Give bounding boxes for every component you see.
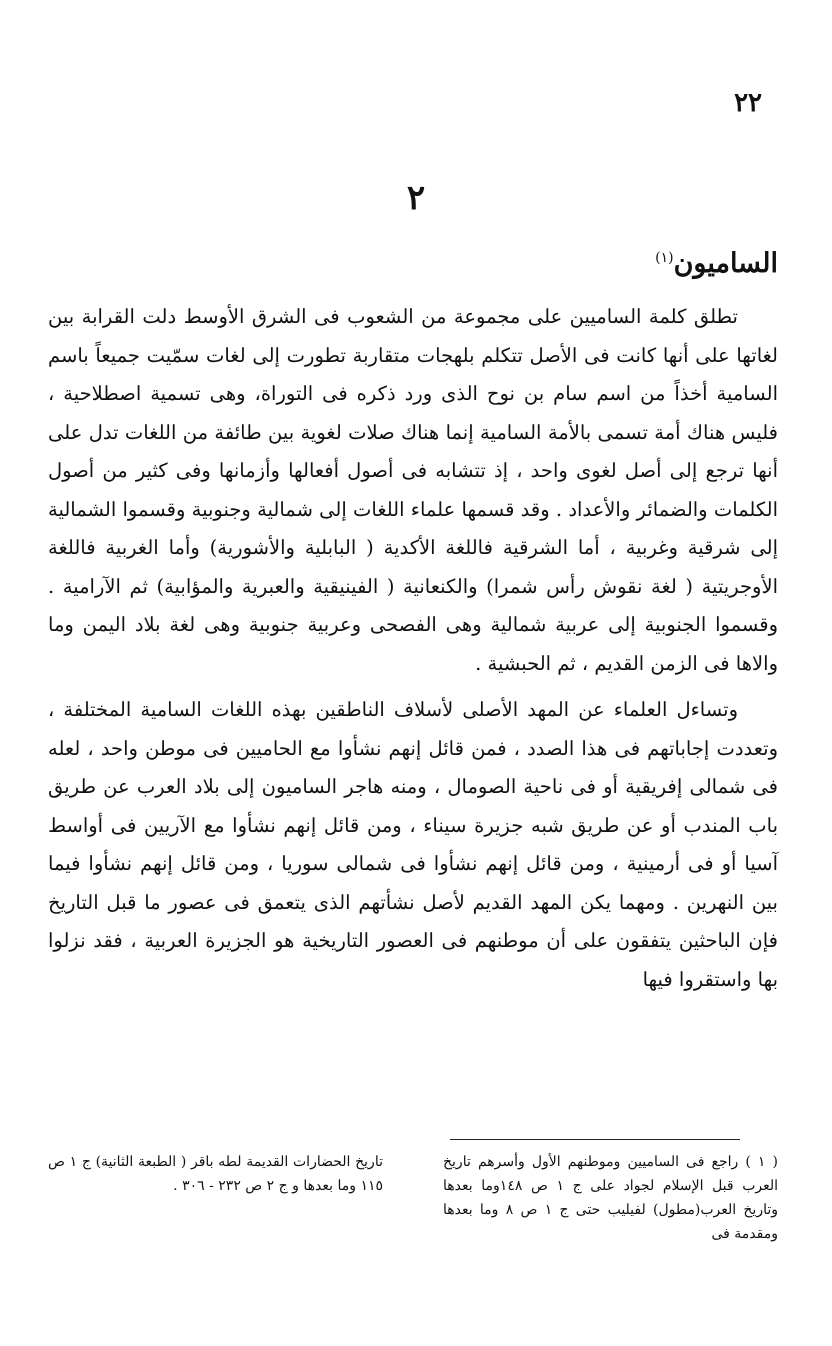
footnote-divider: [450, 1139, 740, 1140]
section-title: الساميون: [673, 248, 778, 279]
page-number: ٢٢: [734, 88, 762, 118]
footnotes: [48, 1150, 778, 1246]
footnote-right-column: [443, 1150, 778, 1246]
chapter-number: ٢: [406, 178, 426, 218]
footnote-text-left: تاريخ الحضارات القديمة لطه باقر ( الطبعة الثانية) ج ١ ص ١١٥ وما بعدها و ج ٢ ص ٢٣٢ - ٣٠٦ .: [48, 1154, 383, 1194]
footnote-text-right: ( ١ ) راجع فى الساميين وموطنهم الأول وأسرهم تاريخ العرب قبل الإسلام لجواد على ج ١ ص ١٤٨وما بعدها وتاريخ العرب(مطول) لفيليب حتى ج ١ ص ٨ وما بعدها ومقدمة فى: [443, 1154, 779, 1242]
section-heading: [655, 248, 778, 279]
body-text: [48, 298, 778, 999]
paragraph-1: تطلق كلمة الساميين على مجموعة من الشعوب فى الشرق الأوسط دلت القرابة بين لغاتها على أنها كانت فى الأصل تتكلم بلهجات متقاربة تطورت إلى لغات سمّيت جميعاً باسم السامية أخذاً من اسم سام بن نوح الذى ورد ذكره فى التوراة، وهى تسمية اصطلاحية ، فليس هناك أمة تسمى بالأمة السامية إنما هناك صلات لغوية بين طائفة من اللغات تدل على أنها ترجع إلى أصل لغوى واحد ، إذ تتشابه فى أصول أفعالها وأزمانها وفى كثير من أصول الكلمات والضمائر والأعداد . وقد قسمها علماء اللغات إلى شمالية وجنوبية وقسموا الشمالية إلى شرقية وغربية ، أما الشرقية فاللغة الأكدية ( البابلية والأشورية) وأما الغربية فاللغة الأوجريتية ( لغة نقوش رأس شمرا) والكنعانية ( الفينيقية والعبرية والمؤابية) ثم الآرامية . وقسموا الجنوبية إلى عربية شمالية وهى الفصحى وعربية جنوبية وهى لغة بلاد اليمن وما والاها فى الزمن القديم ، ثم الحبشية .: [48, 305, 778, 675]
paragraph-2: وتساءل العلماء عن المهد الأصلى لأسلاف الناطقين بهذه اللغات السامية المختلفة ، وتعددت إجاباتهم فى هذا الصدد ، فمن قائل إنهم نشأوا مع الحاميين فى موطن واحد ، لعله فى شمالى إفريقية أو فى ناحية الصومال ، ومنه هاجر الساميون إلى بلاد العرب عن طريق باب المندب أو عن طريق شبه جزيرة سيناء ، ومن قائل إنهم نشأوا مع الآريين فى أواسط آسيا أو فى أرمينية ، ومن قائل إنهم نشأوا فى شمالى سوريا ، ومن قائل إنهم نشأوا فيما بين النهرين . ومهما يكن المهد القديم لأصل نشأتهم الذى يتعمق فى عصور ما قبل التاريخ فإن الباحثين يتفقون على أن موطنهم فى العصور التاريخية هو الجزيرة العربية ، فقد نزلوا بها واستقروا فيها: [48, 698, 778, 991]
footnote-reference: (١): [655, 250, 674, 266]
footnote-left-column: [48, 1150, 383, 1246]
